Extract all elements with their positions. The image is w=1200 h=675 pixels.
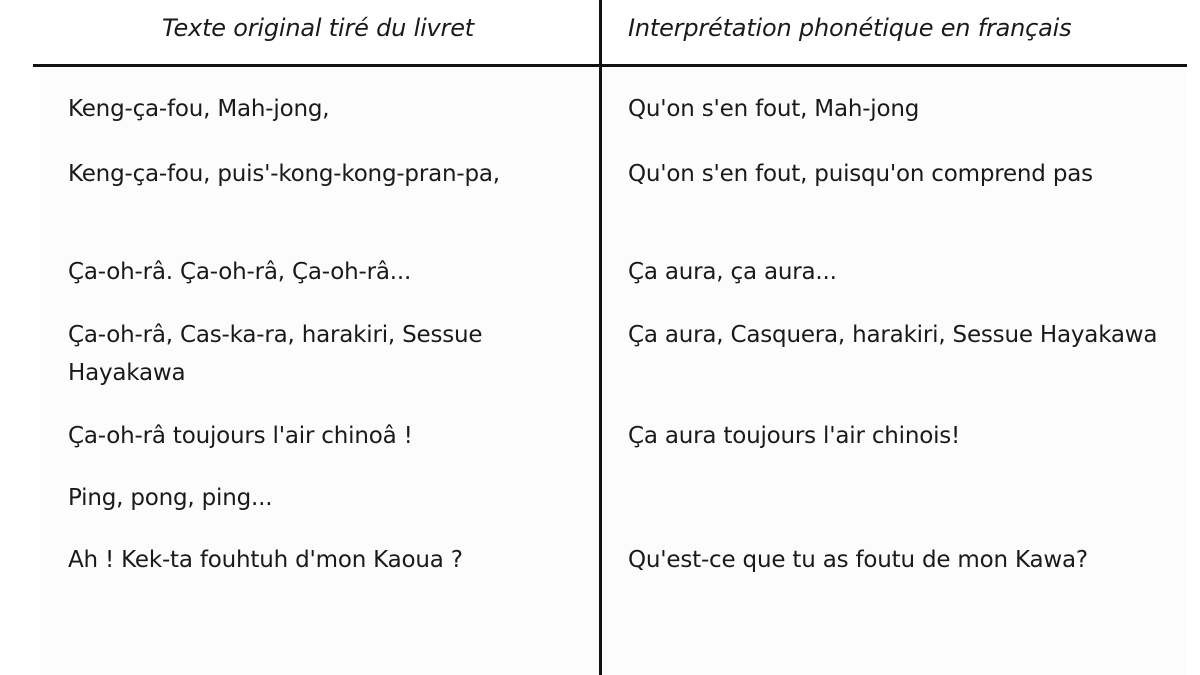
column-divider xyxy=(599,0,602,675)
row-2-original: Keng-ça-fou, puis'-kong-kong-pran-pa, xyxy=(68,161,500,187)
row-1-interpretation: Qu'on s'en fout, Mah-jong xyxy=(628,96,920,122)
row-4-interpretation: Ça aura, Casquera, harakiri, Sessue Hayakawa xyxy=(628,322,1158,348)
row-7-interpretation: Qu'est-ce que tu as foutu de mon Kawa? xyxy=(628,547,1088,573)
row-6-original: Ping, pong, ping... xyxy=(68,485,273,511)
row-1-original: Keng-ça-fou, Mah-jong, xyxy=(68,96,330,122)
column-header-interpretation: Interprétation phonétique en français xyxy=(628,14,1072,42)
row-5-original: Ça-oh-râ toujours l'air chinoâ ! xyxy=(68,423,413,449)
row-3-original: Ça-oh-râ. Ça-oh-râ, Ça-oh-râ... xyxy=(68,259,412,285)
row-3-interpretation: Ça aura, ça aura... xyxy=(628,259,837,285)
row-5-interpretation: Ça aura toujours l'air chinois! xyxy=(628,423,961,449)
row-7-original: Ah ! Kek-ta fouhtuh d'mon Kaoua ? xyxy=(68,547,463,573)
row-4-original: Ça-oh-râ, Cas-ka-ra, harakiri, Sessue Hayakawa xyxy=(68,322,483,386)
row-2-interpretation: Qu'on s'en fout, puisqu'on comprend pas xyxy=(628,161,1093,187)
column-header-original: Texte original tiré du livret xyxy=(162,14,475,42)
header-divider xyxy=(33,64,1187,67)
